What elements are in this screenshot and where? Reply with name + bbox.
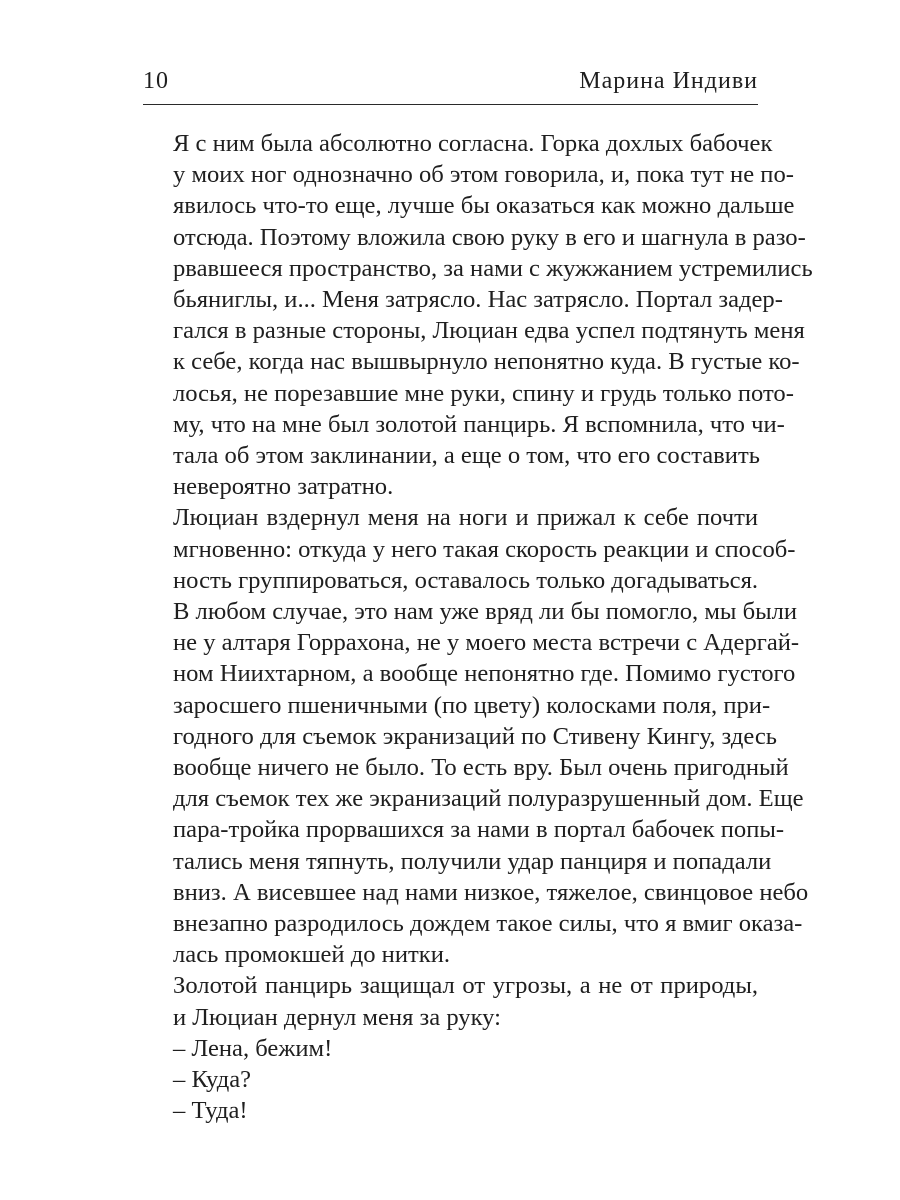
text-line: у моих ног однозначно об этом говорила, и, пока тут не по-	[173, 161, 794, 189]
text-line: для съемок тех же экранизаций полуразрушенный дом. Еще	[173, 785, 804, 813]
paragraph-2	[143, 502, 809, 970]
text-line: годного для съемок экранизаций по Стивену Кингу, здесь	[173, 722, 777, 750]
text-line: невероятно затратно.	[173, 473, 394, 501]
text-line: му, что на мне был золотой панцирь. Я вспомнила, что чи-	[173, 410, 785, 438]
text-line: ном Ниихтарном, а вообще непонятно где. Помимо густого	[173, 660, 796, 688]
paragraph-1	[143, 128, 813, 502]
text-line: пара-тройка прорвашихся за нами в портал бабочек попы-	[173, 816, 785, 844]
text-line: явилось что-то еще, лучше бы оказаться как можно дальше	[173, 192, 795, 220]
text-line: мгновенно: откуда у него такая скорость реакции и способ-	[173, 535, 796, 563]
text-line: Люциан вздернул меня на ноги и прижал к себе почти	[173, 504, 758, 532]
author-name: Марина Индиви	[579, 68, 758, 94]
text-line: не у алтаря Горрахона, не у моего места встречи с Адергай-	[173, 629, 800, 657]
text-line: лосья, не порезавшие мне руки, спину и грудь только пото-	[173, 379, 794, 407]
text-line: вниз. А висевшее над нами низкое, тяжелое, свинцовое небо	[173, 878, 809, 906]
text-line: вообще ничего не было. То есть вру. Был очень пригодный	[173, 754, 789, 782]
body-text	[143, 128, 813, 1127]
running-head	[143, 68, 758, 102]
dialogue-line: – Лена, бежим!	[173, 1034, 333, 1062]
text-line: ность группироваться, оставалось только догадываться.	[173, 566, 759, 594]
text-line: гался в разные стороны, Люциан едва успел подтянуть меня	[173, 317, 805, 345]
text-line: заросшего пшеничными (по цвету) колосками поля, при-	[173, 691, 771, 719]
text-line: и Люциан дернул меня за руку:	[173, 1003, 501, 1031]
text-line: рвавшееся пространство, за нами с жужжанием устремились	[173, 254, 813, 282]
text-line: тала об этом заклинании, а еще о том, что его составить	[173, 442, 760, 470]
text-line: В любом случае, это нам уже вряд ли бы помогло, мы были	[173, 598, 798, 626]
dialogue-line: – Туда!	[173, 1097, 248, 1125]
text-line: бьяниглы, и... Меня затрясло. Нас затрясло. Портал задер-	[173, 286, 783, 314]
text-line: к себе, когда нас вышвырнуло непонятно куда. В густые ко-	[173, 348, 800, 376]
page-number: 10	[143, 68, 169, 94]
text-line: внезапно разродилось дождем такое силы, что я вмиг оказа-	[173, 910, 803, 938]
paragraph-3	[143, 970, 758, 1032]
text-line: лась промокшей до нитки.	[173, 941, 451, 969]
text-line: Золотой панцирь защищал от угрозы, а не от природы,	[173, 972, 758, 1000]
text-line: отсюда. Поэтому вложила свою руку в его и шагнула в разо-	[173, 223, 806, 251]
header-rule	[143, 104, 758, 105]
text-line: Я с ним была абсолютно согласна. Горка дохлых бабочек	[173, 130, 773, 157]
text-line: тались меня тяпнуть, получили удар панциря и попадали	[173, 847, 772, 875]
dialogue-line: – Куда?	[173, 1066, 252, 1094]
